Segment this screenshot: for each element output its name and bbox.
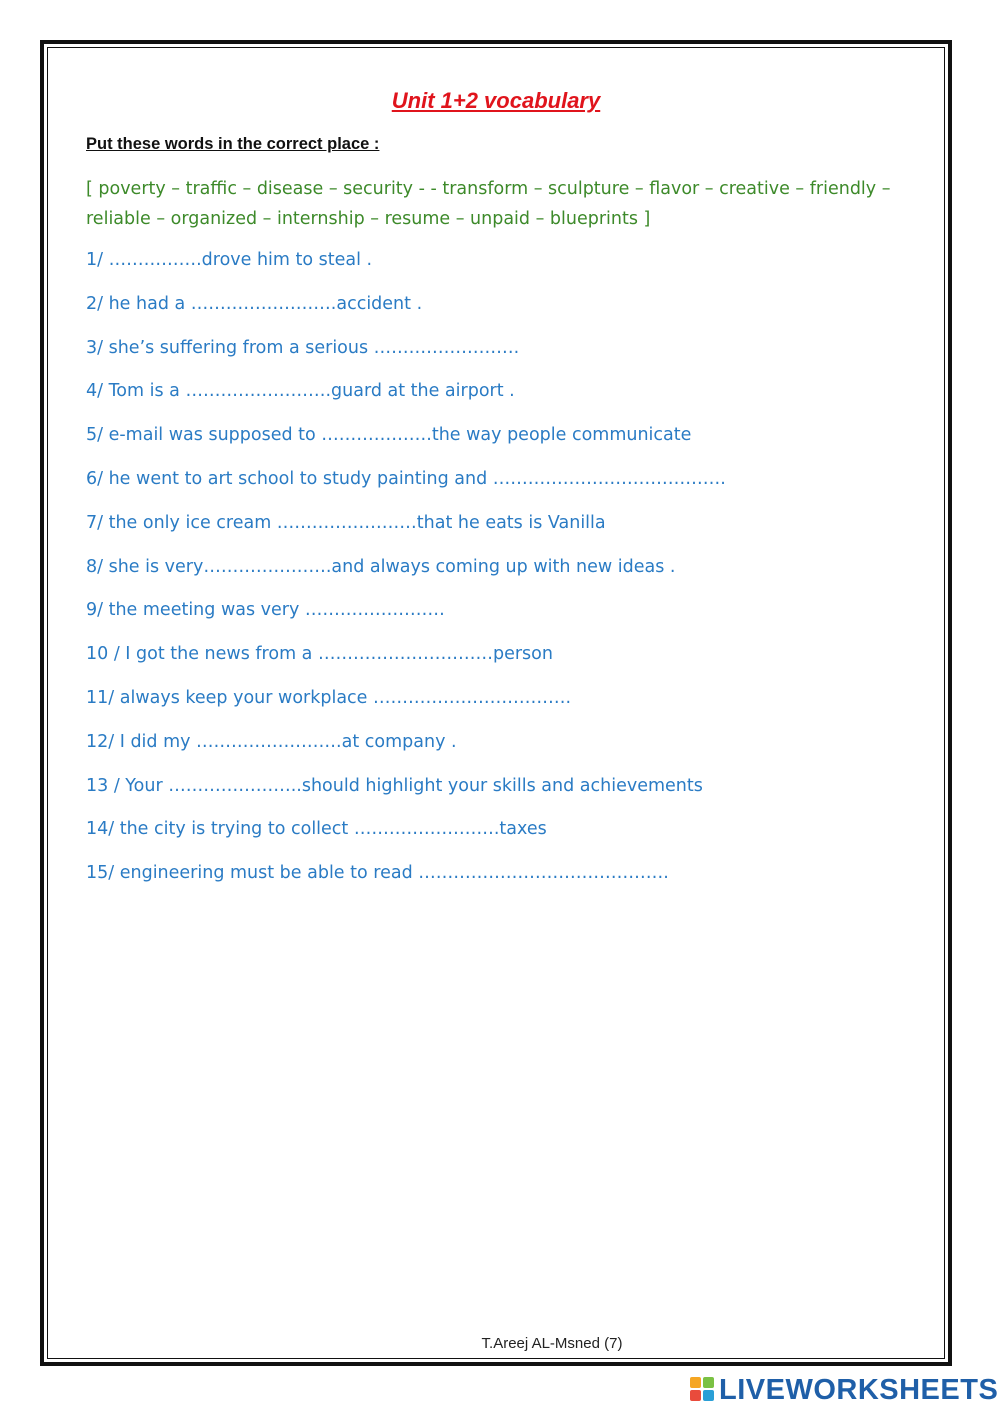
question-item: 14/ the city is trying to collect …………………….taxes (86, 819, 547, 840)
logo-square (703, 1377, 714, 1388)
liveworksheets-logo-icon (690, 1377, 716, 1403)
question-item: 10 / I got the news from a …………………………person (86, 644, 553, 665)
question-item: 3/ she’s suffering from a serious ……………………. (86, 337, 520, 358)
word-bank: [ poverty – traffic – disease – security - - transform – sculpture – flavor – creative – friendly – reliable – organized – internship – resume – unpaid – blueprints ] (86, 179, 891, 229)
question-item: 5/ e-mail was supposed to ……………….the way people communicate (86, 425, 692, 446)
logo-square (690, 1390, 701, 1401)
question-item: 7/ the only ice cream ……………………that he eats is Vanilla (86, 512, 606, 533)
logo-square (690, 1377, 701, 1388)
question-item: 6/ he went to art school to study painting and …………………………………. (86, 468, 726, 489)
question-item: 11/ always keep your workplace ……………………………. (86, 687, 572, 708)
question-item: 12/ I did my …………………….at company . (86, 731, 457, 752)
question-item: 15/ engineering must be able to read ……………………………………. (86, 863, 669, 884)
question-item: 2/ he had a …………………….accident . (86, 293, 423, 314)
logo-text: LIVEWORKSHEETS (719, 1373, 999, 1406)
question-item: 8/ she is very………………….and always coming up with new ideas . (86, 556, 676, 577)
instruction-text: Put these words in the correct place : (86, 135, 380, 153)
author-footer: T.Areej AL-Msned (7) (481, 1335, 623, 1352)
worksheet-title: Unit 1+2 vocabulary (391, 88, 601, 113)
page-border (40, 40, 952, 1366)
question-item: 4/ Tom is a …………………….guard at the airport . (86, 381, 515, 402)
liveworksheets-logo[interactable] (690, 1372, 998, 1408)
logo-square (703, 1390, 714, 1401)
question-item: 13 / Your …………………..should highlight your skills and achievements (86, 775, 703, 796)
question-list (86, 248, 926, 905)
question-item: 9/ the meeting was very …………………… (86, 600, 445, 621)
question-item: 1/ …………….drove him to steal . (86, 250, 373, 270)
